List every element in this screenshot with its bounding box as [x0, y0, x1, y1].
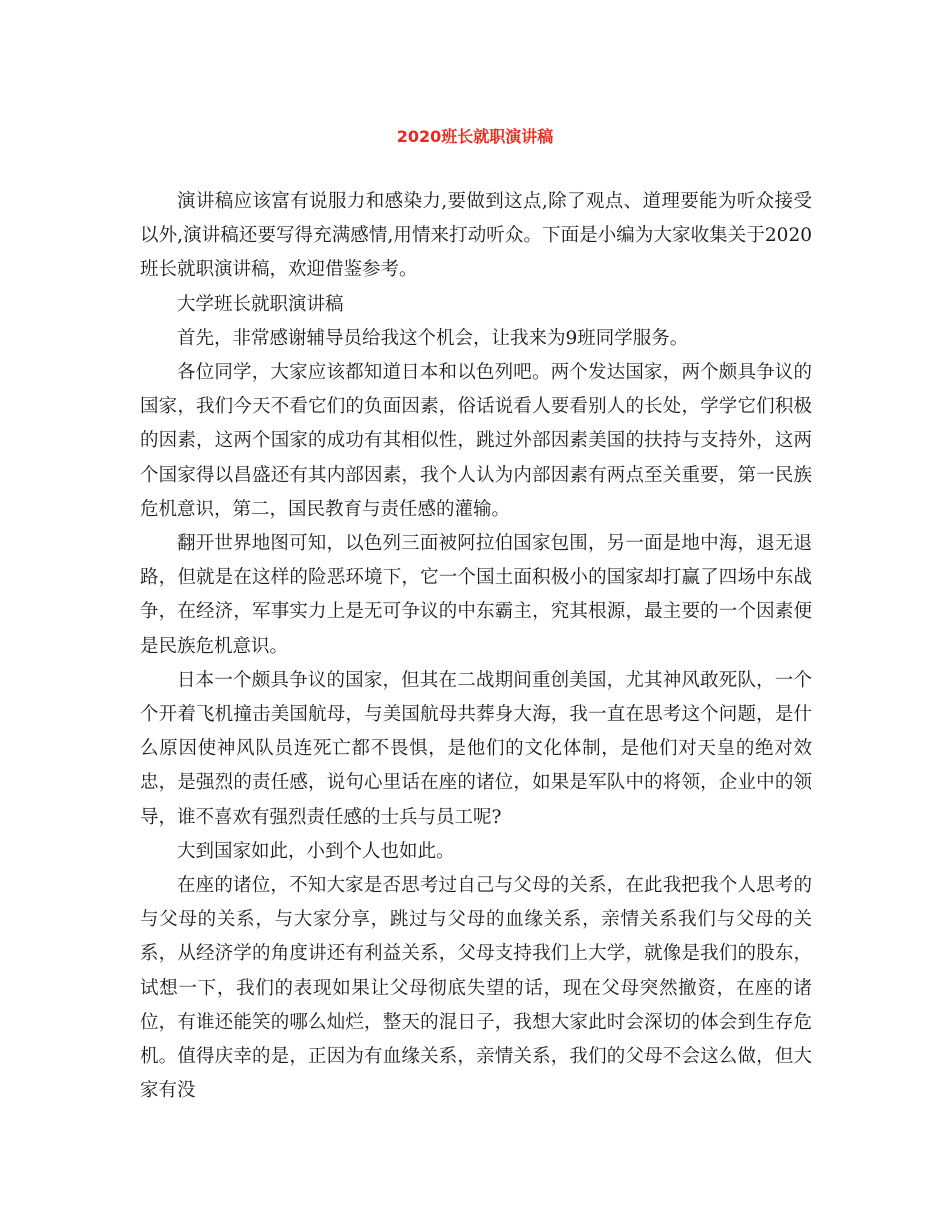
- document-title: 2020班长就职演讲稿: [396, 127, 554, 146]
- paragraph-japan-israel: 各位同学，大家应该都知道日本和以色列吧。两个发达国家，两个颇具争议的国家，我们今天不看它们的负面因素，俗话说看人要看别人的长处，学学它们积极的因素，这两个国家的成功有其相似性，跳过外部因素美国的扶持与支持外，这两个国家得以昌盛还有其内部因素，我个人认为内部因素有两点至关重要，第一民族危机意识，第二，国民教育与责任感的灌输。: [140, 362, 812, 520]
- paragraph-intro: 演讲稿应该富有说服力和感染力,要做到这点,除了观点、道理要能为听众接受以外,演讲稿还要写得充满感情,用情来打动听众。下面是小编为大家收集关于2020班长就职演讲稿，欢迎借鉴参考。: [140, 191, 812, 281]
- paragraph-subtitle: 大学班长就职演讲稿: [177, 293, 344, 315]
- paragraph-israel: 翻开世界地图可知，以色列三面被阿拉伯国家包围，另一面是地中海，退无退路，但就是在这样的险恶环境下，它一个国土面积极小的国家却打赢了四场中东战争，在经济，军事实力上是无可争议的中东霸主，究其根源，最主要的一个因素便是民族危机意识。: [140, 533, 812, 657]
- paragraph-country-individual: 大到国家如此，小到个人也如此。: [177, 840, 455, 862]
- paragraph-thanks: 首先，非常感谢辅导员给我这个机会，让我来为9班同学服务。: [177, 327, 689, 349]
- document-body: [140, 185, 812, 1108]
- paragraph-japan: 日本一个颇具争议的国家，但其在二战期间重创美国，尤其神风敢死队，一个个开着飞机撞击美国航母，与美国航母共葬身大海，我一直在思考这个问题，是什么原因使神风队员连死亡都不畏惧，是他们的文化体制，是他们对天皇的绝对效忠，是强烈的责任感，说句心里话在座的诸位，如果是军队中的将领，企业中的领导，谁不喜欢有强烈责任感的士兵与员工呢?: [140, 669, 812, 828]
- paragraph-parents: 在座的诸位，不知大家是否思考过自己与父母的关系，在此我把我个人思考的与父母的关系，与大家分享，跳过与父母的血缘关系，亲情关系我们与父母的关系，从经济学的角度讲还有利益关系，父母支持我们上大学，就像是我们的股东，试想一下，我们的表现如果让父母彻底失望的话，现在父母突然撤资，在座的诸位，有谁还能笑的哪么灿烂，整天的混日子，我想大家此时会深切的体会到生存危机。值得庆幸的是，正因为有血缘关系，亲情关系，我们的父母不会这么做，但大家有没: [140, 875, 812, 1102]
